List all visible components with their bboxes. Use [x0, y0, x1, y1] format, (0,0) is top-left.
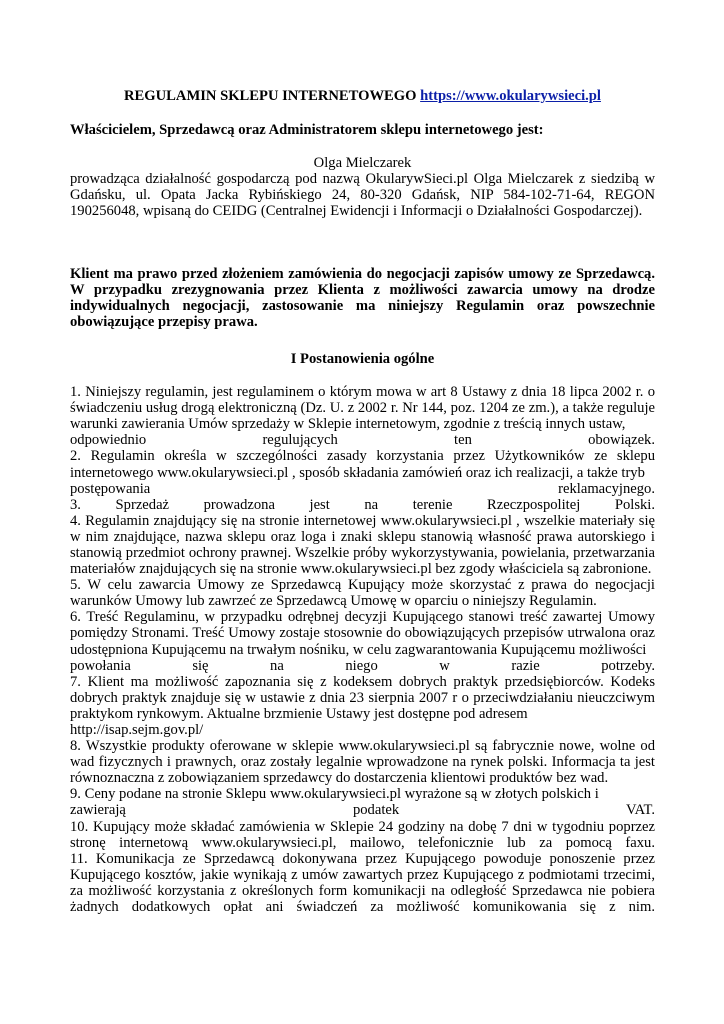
paragraph-11: 11. Komunikacja ze Sprzedawcą dokonywana przez Kupującego powoduje ponoszenie przez Kupującego kosztów, jakie wynikają z umów zawartych przez Kupującego z podmiotami trzecimi, za możliwość korzystania z określonych form komunikacji na odległość Sprzedawca nie pobiera żadnych dodatkowych opłat ani świadczeń za możliwość komunikowania się z nim.	[70, 850, 655, 916]
paragraph-5: 5. W celu zawarcia Umowy ze Sprzedawcą Kupujący może skorzystać z prawa do negocjacji warunków Umowy lub zawrzeć ze Sprzedawcą Umowę w oparciu o niniejszy Regulamin.	[70, 577, 655, 610]
paragraph-9: 9. Ceny podane na stronie Sklepu www.okularywsieci.pl wyrażone są w złotych polskich i	[70, 786, 599, 803]
paragraph-7-end: http://isap.sejm.gov.pl/	[70, 722, 204, 738]
document-page	[70, 76, 655, 915]
paragraph-8: 8. Wszystkie produkty oferowane w sklepie www.okularywsieci.pl są fabrycznie nowe, wolne od wad fizycznych i prawnych, oraz zostały legalnie wprowadzone na rynek polski. Informacja ta jest równoznaczna z zobowiązaniem sprzedawcy do dostarczenia klientowi produktów bez wad.	[70, 738, 655, 787]
paragraph-9-end: zawierają podatek VAT.	[70, 802, 655, 819]
section-heading: I Postanowienia ogólne	[290, 350, 435, 367]
owner-name: Olga Mielczarek	[313, 155, 412, 172]
client-notice: Klient ma prawo przed złożeniem zamówienia do negocjacji zapisów umowy ze Sprzedawcą. W przypadku zrezygnowania przez Klienta z możliwości zawarcia umowy na drodze indywidualnych negocjacji, zastosowanie ma niniejszy Regulamin oraz powszechnie obowiązujące przepisy prawa.	[70, 265, 655, 330]
paragraph-6: 6. Treść Regulaminu, w przypadku odrębnej decyzji Kupującego stanowi treść zawartej Umowy pomiędzy Stronami. Treść Umowy zostaje stosownie do obowiązujących przepisów utrwalona oraz udostępniona Kupującemu na trwałym nośniku, w celu zagwarantowania Kupującemu możliwości	[70, 609, 655, 658]
paragraph-1: 1. Niniejszy regulamin, jest regulaminem o którym mowa w art 8 Ustawy z dnia 18 lipca 2002 r. o świadczeniu usług drogą elektroniczną (Dz. U. z 2002 r. Nr 144, poz. 1204 ze zm.), a także reguluje warunki zawierania Umów sprzedaży w Sklepie internetowym, zgodnie z treścią innych ustaw,	[70, 384, 655, 433]
owner-heading: Właścicielem, Sprzedawcą oraz Administratorem sklepu internetowego jest:	[70, 122, 544, 139]
title-text: REGULAMIN SKLEPU INTERNETOWEGO	[124, 88, 421, 104]
owner-details: prowadząca działalność gospodarczą pod nazwą OkularywSieci.pl Olga Mielczarek z siedzibą w Gdańsku, ul. Opata Jacka Rybińskiego 24, 80-320 Gdańsk, NIP 584-102-71-64, REGON 190256048, wpisaną do CEIDG (Centralnej Ewidencji i Informacji o Działalności Gospodarczej).	[70, 171, 655, 220]
paragraph-2: 2. Regulamin określa w szczególności zasady korzystania przez Użytkowników ze sklepu internetowego www.okularywsieci.pl , sposób składania zamówień oraz ich realizacji, a także tryb	[70, 448, 655, 481]
paragraph-1-end: odpowiednio regulujących ten obowiązek.	[70, 432, 655, 449]
paragraph-10: 10. Kupujący może składać zamówienia w Sklepie 24 godziny na dobę 7 dni w tygodniu poprzez stronę internetową www.okularywsieci.pl, mailowo, telefonicznie lub za pomocą faxu.	[70, 818, 655, 851]
shop-url-link[interactable]: https://www.okularywsieci.pl	[420, 88, 601, 104]
document-title	[70, 88, 655, 104]
paragraph-7: 7. Klient ma możliwość zapoznania się z kodeksem dobrych praktyk przedsiębiorców. Kodeks dobrych praktyk znajduje się w ustawie z dnia 23 sierpnia 2007 r o przeciwdziałaniu nieuczciwym praktykom rynkowym. Aktualne brzmienie Ustawy jest dostępne pod adresem	[70, 673, 655, 722]
paragraph-4: 4. Regulamin znajdujący się na stronie internetowej www.okularywsieci.pl , wszelkie materiały się w nim znajdujące, nazwa sklepu oraz loga i znaki sklepu stanowią własność prawa autorskiego i stanowią przedmiot ochrony prawnej. Wszelkie próby wykorzystywania, powielania, przetwarzania materiałów znajdujących się na stronie www.okularywsieci.pl bez zgody właściciela są zabronione.	[70, 512, 655, 578]
paragraph-2-end: postępowania reklamacyjnego.	[70, 480, 655, 497]
paragraph-3: 3. Sprzedaż prowadzona jest na terenie Rzeczpospolitej Polski.	[70, 496, 655, 513]
paragraph-6-end: powołania się na niego w razie potrzeby.	[70, 657, 655, 674]
